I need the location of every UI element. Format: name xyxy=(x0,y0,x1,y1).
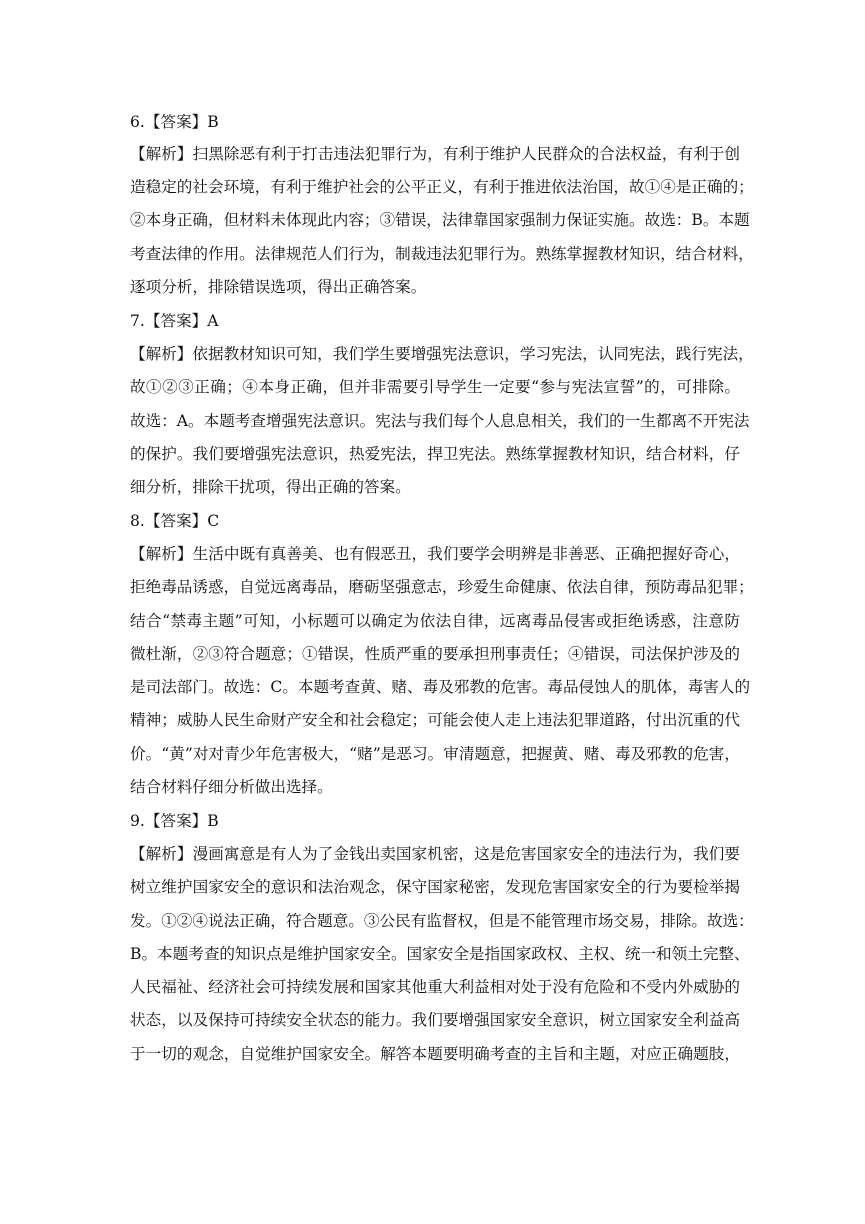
answer-heading-6: 6.【答案】B xyxy=(130,113,219,131)
analysis-line: 细分析，排除干扰项，得出正确的答案。 xyxy=(130,478,411,496)
analysis-line: 故选：A。本题考查增强宪法意识。宪法与我们每个人息息相关，我们的一生都离不开宪法 xyxy=(130,412,750,430)
answer-heading-9: 9.【答案】B xyxy=(130,812,219,830)
analysis-line: 状态，以及保持可持续安全状态的能力。我们要增强国家安全意识，树立国家安全利益高 xyxy=(130,1011,740,1029)
analysis-line: 拒绝毒品诱惑，自觉远离毒品，磨砺坚强意志，珍爱生命健康、依法自律，预防毒品犯罪； xyxy=(130,578,754,596)
analysis-line: 故①②③正确；④本身正确，但并非需要引导学生一定要“参与宪法宣誓”的，可排除。 xyxy=(130,378,740,396)
analysis-line: B。本题考查的知识点是维护国家安全。国家安全是指国家政权、主权、统一和领土完整、 xyxy=(130,945,750,963)
analysis-line: 【解析】依据教材知识可知，我们学生要增强宪法意识，学习宪法，认同宪法，践行宪法， xyxy=(130,345,754,363)
answer-heading-7: 7.【答案】A xyxy=(130,312,219,330)
analysis-line: 树立维护国家安全的意识和法治观念，保守国家秘密，发现危害国家安全的行为要检举揭 xyxy=(130,878,740,896)
analysis-line: 结合“禁毒主题”可知，小标题可以确定为依法自律，远离毒品侵害或拒绝诱惑，注意防 xyxy=(130,612,740,630)
analysis-line: 【解析】生活中既有真善美、也有假恶丑，我们要学会明辨是非善恶、正确把握好奇心， xyxy=(130,545,740,563)
analysis-line: 逐项分析，排除错误选项，得出正确答案。 xyxy=(130,278,427,296)
analysis-line: 微杜渐，②③符合题意；①错误，性质严重的要承担刑事责任；④错误，司法保护涉及的 xyxy=(130,645,740,663)
analysis-line: 价。“黄”对对青少年危害极大，“赌”是恶习。审清题意，把握黄、赌、毒及邪教的危害， xyxy=(130,745,740,763)
analysis-line: 造稳定的社会环境，有利于维护社会的公平正义，有利于推进依法治国，故①④是正确的； xyxy=(130,178,754,196)
analysis-line: 人民福祉、经济社会可持续发展和国家其他重大利益相对处于没有危险和不受内外威胁的 xyxy=(130,978,740,996)
answer-heading-8: 8.【答案】C xyxy=(130,512,220,530)
analysis-line: 是司法部门。故选：C。本题考查黄、赌、毒及邪教的危害。毒品侵蚀人的肌体，毒害人的 xyxy=(130,678,751,696)
analysis-line: 【解析】漫画寓意是有人为了金钱出卖国家机密，这是危害国家安全的违法行为，我们要 xyxy=(130,845,740,863)
analysis-line: 的保护。我们要增强宪法意识，热爱宪法，捍卫宪法。熟练掌握教材知识，结合材料，仔 xyxy=(130,445,740,463)
analysis-line: 结合材料仔细分析做出选择。 xyxy=(130,778,333,796)
analysis-line: 精神；威胁人民生命财产安全和社会稳定；可能会使人走上违法犯罪道路，付出沉重的代 xyxy=(130,711,740,729)
analysis-line: ②本身正确，但材料未体现此内容；③错误，法律靠国家强制力保证实施。故选：B。本题 xyxy=(130,211,750,229)
analysis-line: 于一切的观念，自觉维护国家安全。解答本题要明确考查的主旨和主题，对应正确题肢， xyxy=(130,1045,740,1063)
analysis-line: 发。①②④说法正确，符合题意。③公民有监督权，但是不能管理市场交易，排除。故选： xyxy=(130,912,754,930)
analysis-line: 考查法律的作用。法律规范人们行为，制裁违法犯罪行为。熟练掌握教材知识，结合材料， xyxy=(130,245,754,263)
analysis-line: 【解析】扫黑除恶有利于打击违法犯罪行为，有利于维护人民群众的合法权益，有利于创 xyxy=(130,145,740,163)
